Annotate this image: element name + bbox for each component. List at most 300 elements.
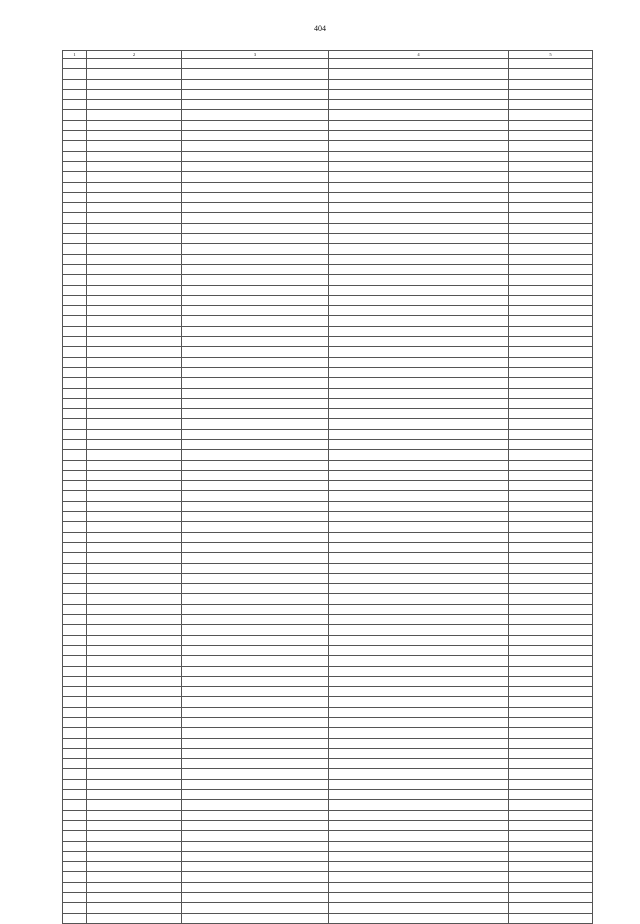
- table-cell: [329, 542, 509, 552]
- table-cell: [87, 357, 182, 367]
- table-cell: [87, 213, 182, 223]
- table-cell: [182, 409, 329, 419]
- table-cell: [87, 810, 182, 820]
- table-cell: [509, 203, 593, 213]
- table-row: [63, 429, 593, 439]
- table-cell: [509, 862, 593, 872]
- table-cell: [329, 594, 509, 604]
- table-cell: [329, 450, 509, 460]
- table-cell: [63, 831, 87, 841]
- table-cell: [509, 542, 593, 552]
- table-row: [63, 264, 593, 274]
- table-cell: [329, 151, 509, 161]
- table-cell: [87, 573, 182, 583]
- table-row: [63, 913, 593, 923]
- table-cell: [509, 584, 593, 594]
- table-cell: [63, 244, 87, 254]
- table-cell: [63, 676, 87, 686]
- table-cell: [87, 893, 182, 903]
- table-cell: [182, 172, 329, 182]
- table-cell: [329, 234, 509, 244]
- table-cell: [509, 234, 593, 244]
- table-row: [63, 522, 593, 532]
- table-cell: [509, 120, 593, 130]
- table-cell: [63, 161, 87, 171]
- table-row: [63, 512, 593, 522]
- table-cell: [182, 182, 329, 192]
- table-cell: [329, 409, 509, 419]
- table-cell: [87, 264, 182, 274]
- table-cell: [509, 645, 593, 655]
- table-cell: [182, 903, 329, 913]
- table-row: [63, 254, 593, 264]
- table-row: [63, 738, 593, 748]
- table-cell: [87, 676, 182, 686]
- table-cell: [509, 439, 593, 449]
- table-cell: [329, 79, 509, 89]
- table-cell: [182, 512, 329, 522]
- column-number-row: [63, 51, 593, 59]
- table-cell: [182, 594, 329, 604]
- table-cell: [509, 779, 593, 789]
- table-cell: [182, 810, 329, 820]
- table-cell: [63, 841, 87, 851]
- table-cell: [63, 316, 87, 326]
- table-cell: [182, 604, 329, 614]
- table-row: [63, 831, 593, 841]
- table-cell: [329, 501, 509, 511]
- table-row: [63, 573, 593, 583]
- table-cell: [182, 584, 329, 594]
- table-cell: [509, 254, 593, 264]
- table-cell: [329, 316, 509, 326]
- table-cell: [87, 234, 182, 244]
- table-row: [63, 584, 593, 594]
- table-cell: [63, 275, 87, 285]
- table-cell: [87, 666, 182, 676]
- table-cell: [509, 141, 593, 151]
- table-cell: [87, 501, 182, 511]
- table-cell: [63, 59, 87, 69]
- table-cell: [182, 913, 329, 923]
- table-cell: [329, 738, 509, 748]
- table-cell: [182, 831, 329, 841]
- table-row: [63, 656, 593, 666]
- table-cell: [87, 594, 182, 604]
- table-cell: [509, 491, 593, 501]
- table-cell: [63, 748, 87, 758]
- table-cell: [87, 460, 182, 470]
- table-cell: [182, 542, 329, 552]
- table-cell: [182, 367, 329, 377]
- table-cell: [182, 79, 329, 89]
- table-row: [63, 347, 593, 357]
- table-cell: [87, 532, 182, 542]
- table-cell: [509, 553, 593, 563]
- table-cell: [182, 707, 329, 717]
- table-cell: [329, 553, 509, 563]
- table-row: [63, 615, 593, 625]
- table-cell: [329, 882, 509, 892]
- table-cell: [182, 728, 329, 738]
- table-cell: [63, 367, 87, 377]
- table-row: [63, 625, 593, 635]
- table-cell: [182, 790, 329, 800]
- table-row: [63, 244, 593, 254]
- table-cell: [63, 79, 87, 89]
- table-cell: [182, 697, 329, 707]
- table-cell: [329, 903, 509, 913]
- table-cell: [329, 645, 509, 655]
- table-cell: [329, 429, 509, 439]
- table-row: [63, 100, 593, 110]
- table-cell: [509, 790, 593, 800]
- table-cell: [509, 429, 593, 439]
- table-row: [63, 223, 593, 233]
- table-cell: [329, 728, 509, 738]
- table-row: [63, 697, 593, 707]
- table-cell: [329, 718, 509, 728]
- table-cell: [509, 728, 593, 738]
- table-cell: [182, 779, 329, 789]
- table-row: [63, 234, 593, 244]
- table-row: [63, 357, 593, 367]
- table-cell: [182, 862, 329, 872]
- table-cell: [509, 264, 593, 274]
- table-row: [63, 79, 593, 89]
- table-cell: [87, 553, 182, 563]
- table-cell: [87, 563, 182, 573]
- table-cell: [509, 161, 593, 171]
- table-cell: [63, 110, 87, 120]
- table-cell: [182, 491, 329, 501]
- table-cell: [182, 748, 329, 758]
- table-cell: [63, 254, 87, 264]
- table-row: [63, 161, 593, 171]
- table-cell: [63, 285, 87, 295]
- table-cell: [329, 213, 509, 223]
- table-cell: [182, 625, 329, 635]
- table-cell: [509, 337, 593, 347]
- table-row: [63, 367, 593, 377]
- table-cell: [63, 728, 87, 738]
- table-row: [63, 790, 593, 800]
- table-row: [63, 800, 593, 810]
- table-row: [63, 820, 593, 830]
- table-row: [63, 481, 593, 491]
- table-cell: [509, 357, 593, 367]
- table-row: [63, 203, 593, 213]
- table-cell: [182, 851, 329, 861]
- table-cell: [87, 470, 182, 480]
- table-cell: [329, 59, 509, 69]
- table-cell: [509, 172, 593, 182]
- table-row: [63, 460, 593, 470]
- table-cell: [63, 820, 87, 830]
- table-cell: [182, 120, 329, 130]
- table-row: [63, 59, 593, 69]
- table-cell: [87, 275, 182, 285]
- table-cell: [87, 110, 182, 120]
- table-cell: [329, 223, 509, 233]
- table-cell: [63, 450, 87, 460]
- table-row: [63, 172, 593, 182]
- table-cell: [329, 656, 509, 666]
- table-body: [63, 59, 593, 924]
- column-number: 2: [87, 51, 182, 59]
- table-cell: [509, 326, 593, 336]
- table-cell: [63, 707, 87, 717]
- table-cell: [182, 244, 329, 254]
- table-cell: [87, 244, 182, 254]
- table-row: [63, 542, 593, 552]
- table-cell: [87, 882, 182, 892]
- table-cell: [87, 759, 182, 769]
- table-cell: [63, 594, 87, 604]
- table-cell: [509, 450, 593, 460]
- table-row: [63, 110, 593, 120]
- table-cell: [509, 656, 593, 666]
- table-cell: [509, 707, 593, 717]
- table-cell: [87, 604, 182, 614]
- table-cell: [509, 697, 593, 707]
- table-cell: [182, 213, 329, 223]
- table-cell: [87, 398, 182, 408]
- table-row: [63, 388, 593, 398]
- table-row: [63, 769, 593, 779]
- table-cell: [87, 450, 182, 460]
- table-cell: [329, 604, 509, 614]
- table-cell: [182, 398, 329, 408]
- table-cell: [87, 439, 182, 449]
- table-cell: [329, 419, 509, 429]
- table-cell: [329, 481, 509, 491]
- table-cell: [63, 357, 87, 367]
- table-row: [63, 759, 593, 769]
- table-row: [63, 419, 593, 429]
- table-cell: [63, 563, 87, 573]
- table-cell: [182, 141, 329, 151]
- table-cell: [182, 264, 329, 274]
- table-cell: [509, 192, 593, 202]
- table-cell: [87, 409, 182, 419]
- table-cell: [329, 357, 509, 367]
- table-row: [63, 491, 593, 501]
- table-cell: [329, 676, 509, 686]
- table-cell: [509, 676, 593, 686]
- table-cell: [63, 584, 87, 594]
- table-cell: [182, 501, 329, 511]
- table-cell: [87, 800, 182, 810]
- table-cell: [329, 275, 509, 285]
- table-cell: [182, 656, 329, 666]
- table-row: [63, 728, 593, 738]
- table-cell: [329, 522, 509, 532]
- table-cell: [329, 182, 509, 192]
- table-cell: [63, 666, 87, 676]
- table-cell: [182, 316, 329, 326]
- table-cell: [182, 254, 329, 264]
- table-cell: [63, 69, 87, 79]
- table-cell: [63, 532, 87, 542]
- table-row: [63, 687, 593, 697]
- table-cell: [63, 635, 87, 645]
- table-cell: [329, 872, 509, 882]
- table-cell: [87, 491, 182, 501]
- table-cell: [63, 172, 87, 182]
- table-cell: [182, 439, 329, 449]
- table-cell: [329, 697, 509, 707]
- table-cell: [509, 79, 593, 89]
- table-cell: [182, 522, 329, 532]
- table-cell: [509, 532, 593, 542]
- table-cell: [63, 573, 87, 583]
- table-cell: [87, 862, 182, 872]
- table-cell: [509, 604, 593, 614]
- table-cell: [329, 337, 509, 347]
- table-cell: [329, 264, 509, 274]
- table-cell: [329, 769, 509, 779]
- table-cell: [329, 759, 509, 769]
- table-cell: [63, 769, 87, 779]
- table-cell: [329, 172, 509, 182]
- table-cell: [182, 460, 329, 470]
- table-row: [63, 666, 593, 676]
- table-cell: [182, 151, 329, 161]
- table-cell: [182, 759, 329, 769]
- table-cell: [182, 687, 329, 697]
- table-cell: [63, 872, 87, 882]
- table-cell: [87, 429, 182, 439]
- table-row: [63, 131, 593, 141]
- table-cell: [182, 676, 329, 686]
- table-cell: [87, 89, 182, 99]
- table-cell: [329, 285, 509, 295]
- table-cell: [63, 234, 87, 244]
- table-cell: [87, 645, 182, 655]
- table-cell: [509, 635, 593, 645]
- table-cell: [509, 481, 593, 491]
- table-cell: [182, 59, 329, 69]
- table-cell: [329, 141, 509, 151]
- table-cell: [87, 131, 182, 141]
- table-cell: [87, 285, 182, 295]
- table-cell: [63, 295, 87, 305]
- table-cell: [63, 800, 87, 810]
- table-cell: [63, 409, 87, 419]
- table-row: [63, 604, 593, 614]
- table-cell: [509, 378, 593, 388]
- table-cell: [329, 100, 509, 110]
- table-cell: [182, 388, 329, 398]
- table-cell: [87, 367, 182, 377]
- table-cell: [509, 347, 593, 357]
- table-cell: [63, 913, 87, 923]
- table-cell: [509, 769, 593, 779]
- table-cell: [63, 615, 87, 625]
- table-cell: [182, 192, 329, 202]
- table-cell: [509, 295, 593, 305]
- table-cell: [87, 748, 182, 758]
- table-cell: [329, 635, 509, 645]
- table-cell: [182, 357, 329, 367]
- table-cell: [509, 882, 593, 892]
- table-row: [63, 553, 593, 563]
- table-cell: [329, 439, 509, 449]
- table-cell: [509, 131, 593, 141]
- table-cell: [329, 244, 509, 254]
- table-cell: [182, 234, 329, 244]
- table-cell: [63, 439, 87, 449]
- table-cell: [63, 151, 87, 161]
- table-cell: [63, 388, 87, 398]
- data-table: [62, 50, 593, 924]
- column-number: 3: [182, 51, 329, 59]
- table-row: [63, 398, 593, 408]
- table-cell: [63, 89, 87, 99]
- table-cell: [509, 59, 593, 69]
- table-cell: [329, 563, 509, 573]
- table-cell: [329, 748, 509, 758]
- table-row: [63, 316, 593, 326]
- table-row: [63, 470, 593, 480]
- table-cell: [87, 59, 182, 69]
- table-cell: [87, 656, 182, 666]
- table-cell: [182, 615, 329, 625]
- table-cell: [182, 285, 329, 295]
- table-cell: [329, 470, 509, 480]
- table-cell: [182, 69, 329, 79]
- table-row: [63, 306, 593, 316]
- table-row: [63, 501, 593, 511]
- table-row: [63, 409, 593, 419]
- table-cell: [509, 759, 593, 769]
- table-cell: [329, 666, 509, 676]
- table-cell: [329, 326, 509, 336]
- table-cell: [63, 687, 87, 697]
- table-cell: [329, 161, 509, 171]
- table-cell: [87, 161, 182, 171]
- table-cell: [329, 110, 509, 120]
- table-cell: [509, 738, 593, 748]
- table-cell: [329, 615, 509, 625]
- table-cell: [182, 893, 329, 903]
- table-cell: [87, 851, 182, 861]
- table-cell: [509, 89, 593, 99]
- table-cell: [63, 337, 87, 347]
- table-cell: [63, 512, 87, 522]
- table-cell: [87, 192, 182, 202]
- table-cell: [87, 141, 182, 151]
- column-number: 1: [63, 51, 87, 59]
- table-cell: [329, 347, 509, 357]
- table-row: [63, 893, 593, 903]
- table-cell: [509, 460, 593, 470]
- table-cell: [63, 491, 87, 501]
- table-row: [63, 748, 593, 758]
- table-cell: [63, 481, 87, 491]
- table-cell: [87, 254, 182, 264]
- table-cell: [329, 893, 509, 903]
- table-cell: [87, 913, 182, 923]
- table-cell: [63, 779, 87, 789]
- table-cell: [63, 141, 87, 151]
- table-cell: [329, 851, 509, 861]
- table-row: [63, 120, 593, 130]
- table-cell: [87, 172, 182, 182]
- table-row: [63, 810, 593, 820]
- table-cell: [63, 882, 87, 892]
